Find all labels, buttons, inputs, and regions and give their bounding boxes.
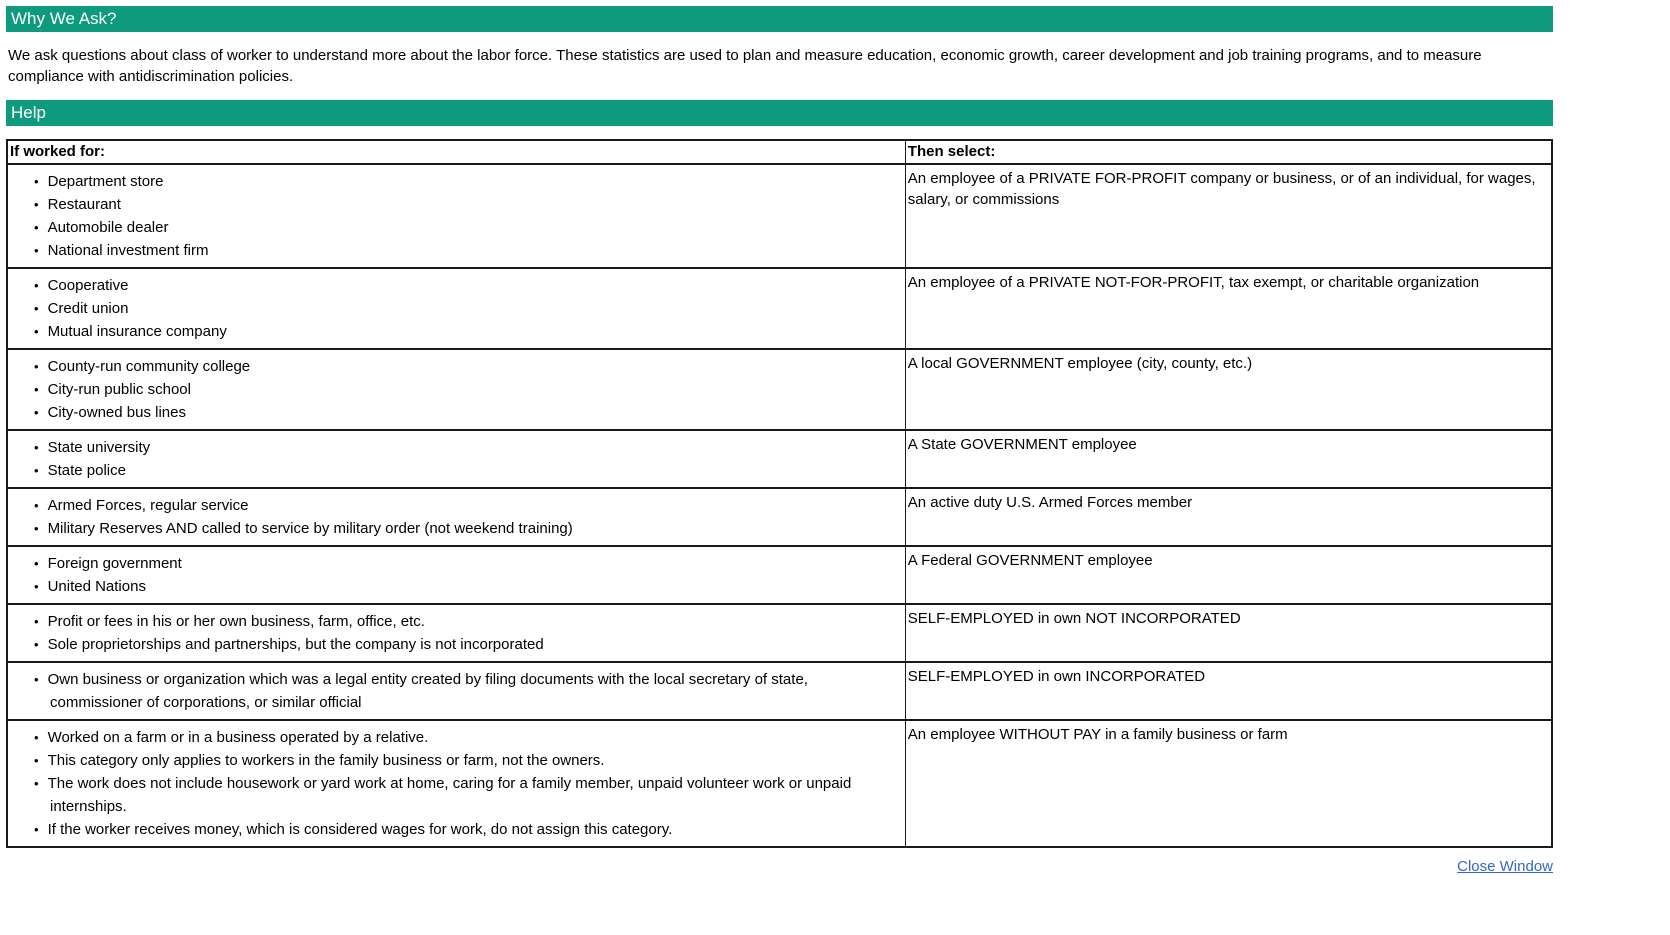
worked-for-item: • Department store [34,170,899,193]
intro-paragraph: We ask questions about class of worker to understand more about the labor force. These statistics are used to plan and measure education, economic growth, career development and job training programs, and to measure compliance with antidiscrimination policies. [8,47,1482,85]
worked-for-item: • The work does not include housework or yard work at home, caring for a family member, unpaid volunteer work or unpaid internships. [34,772,899,818]
worked-for-item: • Armed Forces, regular service [34,494,899,517]
worked-for-item: • Automobile dealer [34,216,899,239]
worked-for-cell [7,546,905,604]
worked-for-cell [7,662,905,720]
footer [6,858,1553,875]
then-select-cell: A Federal GOVERNMENT employee [905,546,1552,604]
worked-for-item: • State police [34,459,899,482]
table-row [7,164,1552,268]
table-row [7,604,1552,662]
table-row [7,349,1552,430]
why-we-ask-title: Why We Ask? [11,9,117,28]
table-row [7,488,1552,546]
then-select-cell: SELF-EMPLOYED in own INCORPORATED [905,662,1552,720]
then-select-column-header: Then select: [905,140,1552,164]
then-select-cell: An employee WITHOUT PAY in a family business or farm [905,720,1552,847]
worked-for-list [8,552,899,598]
worked-for-cell [7,488,905,546]
then-select-cell: An employee of a PRIVATE NOT-FOR-PROFIT, tax exempt, or charitable organization [905,268,1552,349]
worked-for-item: • City-owned bus lines [34,401,899,424]
table-row [7,430,1552,488]
worked-for-item: • Mutual insurance company [34,320,899,343]
worked-for-item: • Credit union [34,297,899,320]
worked-for-item: • Military Reserves AND called to service by military order (not weekend training) [34,517,899,540]
worked-for-item: • Restaurant [34,193,899,216]
worked-for-item: • Worked on a farm or in a business operated by a relative. [34,726,899,749]
table-row [7,662,1552,720]
worked-for-cell [7,349,905,430]
worked-for-cell [7,430,905,488]
worked-for-list [8,274,899,343]
worked-for-cell [7,720,905,847]
worked-for-cell [7,268,905,349]
help-window [6,6,1553,875]
worked-for-item: • National investment firm [34,239,899,262]
worked-for-list [8,726,899,841]
table-row [7,546,1552,604]
help-title: Help [11,103,46,122]
worked-for-list [8,668,899,714]
help-header [6,100,1553,126]
then-select-cell: An active duty U.S. Armed Forces member [905,488,1552,546]
worked-for-item: • This category only applies to workers in the family business or farm, not the owners. [34,749,899,772]
worked-for-item: • If the worker receives money, which is considered wages for work, do not assign this category. [34,818,899,841]
worked-for-item: • County-run community college [34,355,899,378]
worked-for-item: • Own business or organization which was a legal entity created by filing documents with the local secretary of state, commissioner of corporations, or similar official [34,668,899,714]
worked-for-cell [7,604,905,662]
worked-for-item: • Foreign government [34,552,899,575]
worked-for-item: • City-run public school [34,378,899,401]
worked-for-list [8,436,899,482]
then-select-cell: SELF-EMPLOYED in own NOT INCORPORATED [905,604,1552,662]
then-select-cell: A local GOVERNMENT employee (city, county, etc.) [905,349,1552,430]
worked-for-column-header: If worked for: [7,140,905,164]
worked-for-item: • State university [34,436,899,459]
worked-for-list [8,610,899,656]
close-window-link[interactable]: Close Window [1457,858,1553,875]
help-table [6,139,1553,848]
help-table-body [7,164,1552,847]
worked-for-item: • Cooperative [34,274,899,297]
then-select-cell: A State GOVERNMENT employee [905,430,1552,488]
worked-for-item: • United Nations [34,575,899,598]
table-row [7,720,1552,847]
worked-for-list [8,494,899,540]
then-select-cell: An employee of a PRIVATE FOR-PROFIT company or business, or of an individual, for wages, salary, or commissions [905,164,1552,268]
why-we-ask-header [6,6,1553,32]
worked-for-item: • Sole proprietorships and partnerships, but the company is not incorporated [34,633,899,656]
worked-for-list [8,355,899,424]
worked-for-item: • Profit or fees in his or her own business, farm, office, etc. [34,610,899,633]
table-row [7,268,1552,349]
worked-for-list [8,170,899,262]
worked-for-cell [7,164,905,268]
table-header-row [7,140,1552,164]
